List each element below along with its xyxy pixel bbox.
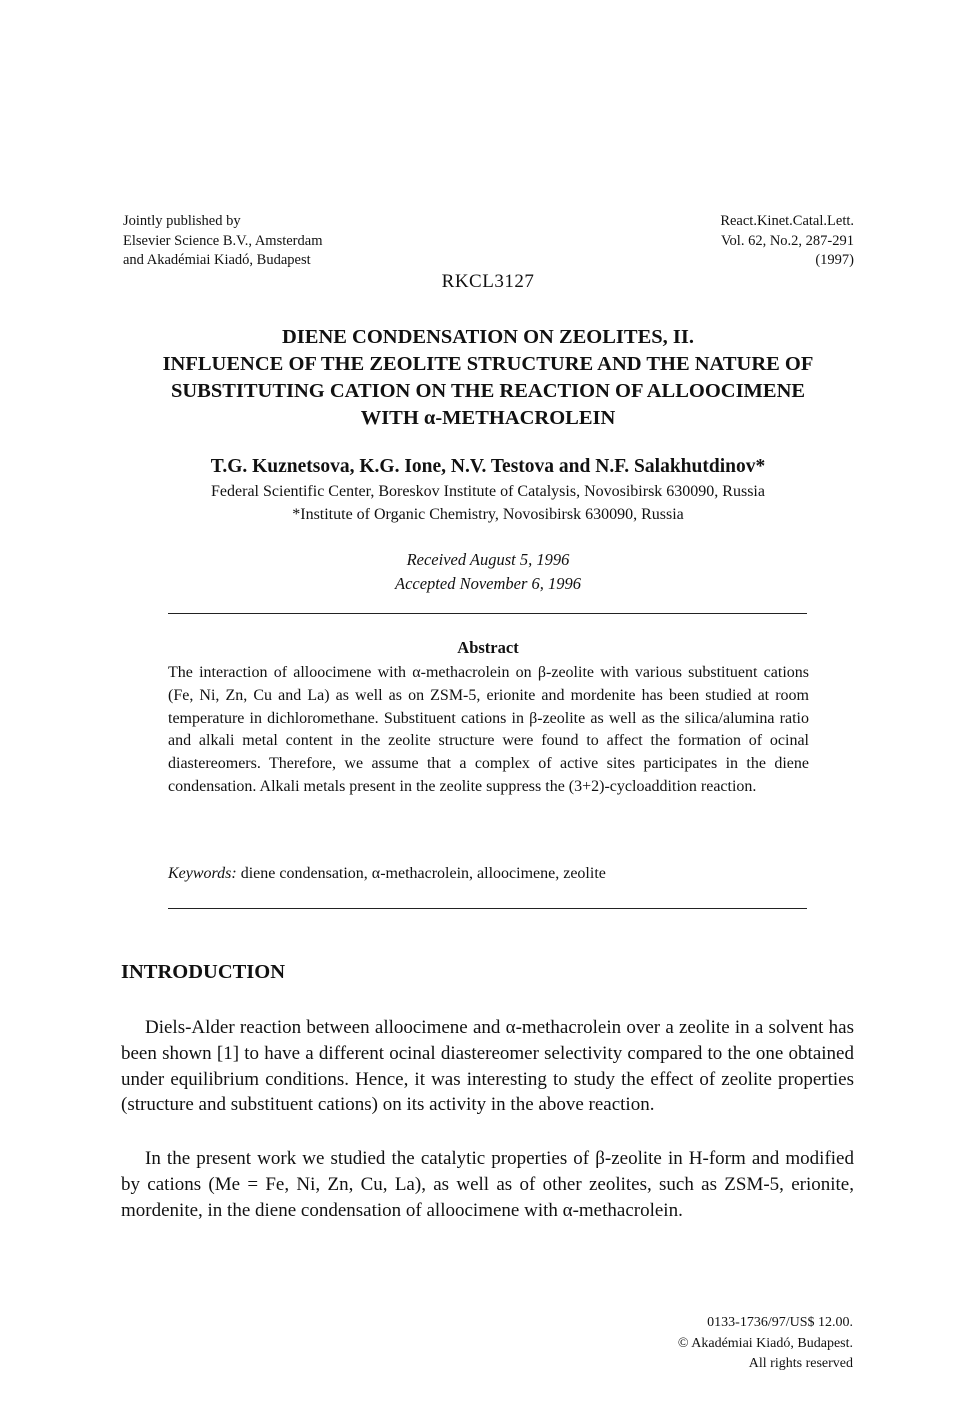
dates [0, 548, 976, 596]
affiliation-2: *Institute of Organic Chemistry, Novosibirsk 630090, Russia [292, 506, 684, 523]
title-line: WITH α-METHACROLEIN [360, 407, 616, 429]
received-date: Received August 5, 1996 [406, 550, 570, 569]
journal-volume: Vol. 62, No.2, 287-291 [720, 232, 854, 249]
issn-line: 0133-1736/97/US$ 12.00. [707, 1315, 853, 1330]
divider-top [168, 613, 807, 614]
paper-title [100, 324, 876, 432]
journal-citation [720, 212, 854, 271]
rights-line: All rights reserved [748, 1356, 853, 1371]
intro-paragraph-1: Diels-Alder reaction between alloocimene and α-methacrolein over a zeolite in a solvent has been shown [1] to have a different ocinal diastereomer selectivity compared to the one obtained under equilibrium conditions. Hence, it was interesting to study the effect of zeolite properties (structure and substituent cations) on its activity in the above reaction. [121, 1017, 854, 1116]
publisher-line: and Akadémiai Kiadó, Budapest [123, 252, 311, 268]
publisher-line: Jointly published by [123, 213, 241, 229]
author-list: T.G. Kuznetsova, K.G. Ione, N.V. Testova and N.F. Salakhutdinov* [210, 456, 766, 477]
title-line: DIENE CONDENSATION ON ZEOLITES, II. [281, 326, 694, 348]
title-line: SUBSTITUTING CATION ON THE REACTION OF ALLOOCIMENE [170, 380, 806, 402]
title-line: INFLUENCE OF THE ZEOLITE STRUCTURE AND THE NATURE OF [162, 353, 814, 375]
abstract-heading: Abstract [457, 638, 519, 657]
keywords [168, 865, 809, 883]
publisher-info [123, 212, 322, 271]
intro-paragraph-2: In the present work we studied the catalytic properties of β-zeolite in H-form and modified by cations (Me = Fe, Ni, Zn, Cu, La), as well as of other zeolites, such as ZSM-5, erionite, mordenite, in the diene condensation of alloocimene with α-methacrolein. [121, 1148, 854, 1221]
keywords-label: Keywords: [168, 865, 237, 882]
affiliation-1: Federal Scientific Center, Boreskov Institute of Catalysis, Novosibirsk 630090, Russia [211, 483, 765, 500]
section-heading-introduction: INTRODUCTION [121, 961, 286, 983]
journal-year: (1997) [815, 252, 854, 268]
copyright-line: © Akadémiai Kiadó, Budapest. [677, 1335, 853, 1351]
journal-name: React.Kinet.Catal.Lett. [720, 213, 854, 229]
divider-bottom [168, 908, 807, 909]
keywords-list: diene condensation, α-methacrolein, alloocimene, zeolite [240, 865, 606, 882]
abstract-text: The interaction of alloocimene with α-methacrolein on β-zeolite with various substituent cations (Fe, Ni, Zn, Cu and La) as well as on ZSM-5, erionite and mordenite has been studied at room temperature in dichloromethane. Substituent cations in β-zeolite as well as the silica/alumina ratio and alkali metal content in the zeolite structure were found to affect the formation of ocinal diastereomers. Therefore, we assume that a complex of active sites participates in the diene condensation. Alkali metals present in the zeolite suppress the (3+2)-cycloaddition reaction. [168, 664, 809, 795]
copyright-footer [678, 1313, 853, 1375]
publisher-line: Elsevier Science B.V., Amsterdam [123, 232, 323, 249]
accepted-date: Accepted November 6, 1996 [394, 574, 582, 593]
article-code: RKCL3127 [441, 271, 535, 292]
